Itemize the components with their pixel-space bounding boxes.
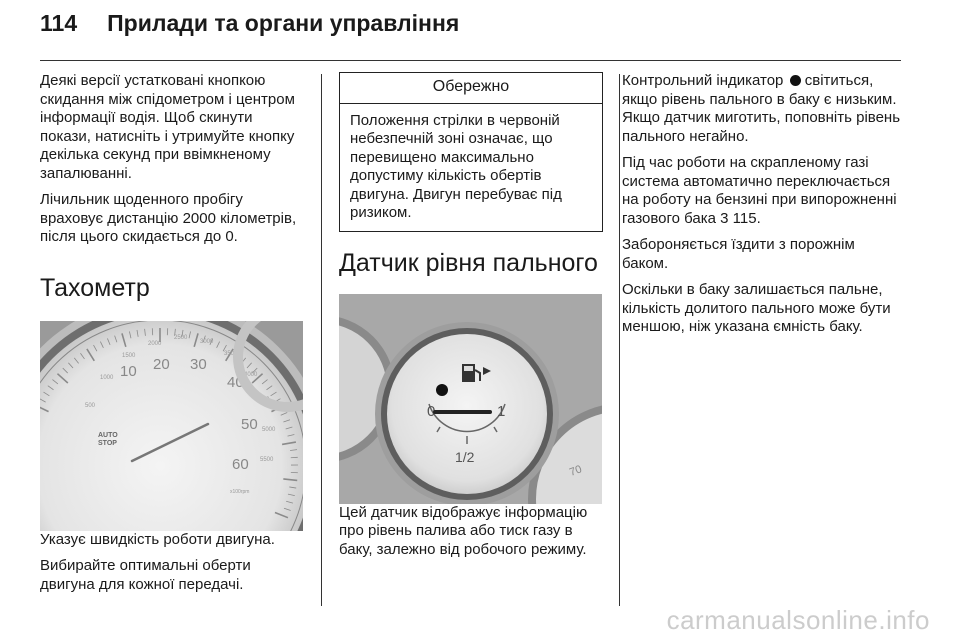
caution-title: Обережно: [340, 73, 602, 104]
fuel-gauge-dial: [339, 294, 602, 504]
speed-mark: 500: [85, 402, 96, 409]
low-fuel-paragraph: [622, 72, 904, 146]
speed-mark: 4500: [256, 396, 270, 403]
column-divider-1: [321, 74, 322, 606]
tachometer-dial: [40, 321, 303, 531]
speed-mark: 4000: [244, 371, 258, 378]
speed-mark: 5000: [262, 426, 276, 433]
column-2: [339, 72, 603, 567]
tachometer-caption: Указує швидкість роботи двигуна.: [40, 530, 275, 548]
caution-text: Положення стрілки в червоній небезпечній зоні означає, що перевищено максимально допустиму кількість обертів двигуна. Двигун перебуває під ризиком.: [350, 111, 562, 221]
page-title: Прилади та органи управління: [107, 10, 460, 36]
column-1: [40, 72, 304, 602]
fuel-gauge-heading: Датчик рівня пального: [339, 248, 598, 277]
speed-mark: 3500: [224, 350, 238, 357]
dial-number: 40: [227, 373, 244, 391]
header-rule: [40, 60, 901, 61]
tachometer-heading: Тахометр: [40, 273, 150, 302]
dial-number: 50: [241, 415, 258, 433]
low-fuel-text-end: світиться, якщо рівень пального в баку є низьким. Якщо датчик миготить, поповніть рівень пального негайно.: [622, 72, 901, 145]
tachometer-advice: Вибирайте оптимальні оберти двигуна для кожної передачі.: [40, 557, 251, 593]
speed-mark: 5500: [260, 456, 274, 463]
capacity-note: Оскільки в баку залишається пальне, кількість долитого пального може бути меншою, ніж указана ємність баку.: [622, 281, 891, 335]
caution-box: [339, 72, 603, 232]
speed-mark: 1000: [100, 374, 114, 381]
fuel-gauge-photo: [339, 294, 602, 504]
lpg-paragraph: [622, 154, 904, 228]
page-number: 114: [40, 10, 78, 36]
autostop-label: STOP: [98, 439, 117, 447]
column-3: [622, 72, 904, 345]
dial-number: 60: [232, 455, 249, 473]
dial-number: 30: [190, 355, 207, 373]
rpm-unit-label: x100rpm: [230, 488, 250, 495]
low-fuel-indicator-icon: [790, 75, 801, 86]
column-divider-2: [619, 74, 620, 606]
dial-number: 20: [153, 355, 170, 373]
lpg-text: Під час роботи на скрапленому газі система автоматично переключається на роботу на бензині при випорожненні газового бака: [622, 154, 897, 227]
fuel-full-label: 1: [497, 402, 506, 420]
autostop-label: AUTO: [98, 431, 118, 439]
page-reference-icon: 3: [720, 209, 729, 227]
page-header: [40, 10, 459, 37]
fuel-gauge-description: Цей датчик відображує інформацію про рівень палива або тиск газу в баку, залежно від робочого режиму.: [339, 503, 588, 558]
dial-number: 10: [120, 362, 137, 380]
speed-mark: 3000: [200, 338, 214, 345]
watermark: carmanualsonline.info: [666, 605, 930, 635]
speed-mark: 1500: [122, 352, 136, 359]
speed-mark: 2000: [148, 340, 162, 347]
trip-odometer-paragraph: Лічильник щоденного пробігу враховує дистанцію 2000 кілометрів, після цього скидається до 0.: [40, 191, 297, 245]
tachometer-photo: [40, 321, 303, 531]
reset-button-paragraph: Деякі версії устатковані кнопкою скидання між спідометром і центром інформації водія. Щоб скинути покази, натисніть і утримуйте кнопку декілька секунд при ввімкненому запалюванні.: [40, 72, 295, 182]
empty-tank-warning: Забороняється їздити з порожнім баком.: [622, 236, 855, 272]
right-gauge-number: 70: [567, 462, 584, 479]
speed-mark: 2500: [174, 334, 188, 341]
fuel-half-label: 1/2: [455, 448, 475, 465]
low-fuel-text-start: Контрольний індикатор: [622, 72, 784, 89]
low-fuel-indicator-icon: [436, 384, 448, 396]
fuel-empty-label: 0: [427, 402, 436, 420]
page-reference: 115.: [732, 209, 761, 227]
